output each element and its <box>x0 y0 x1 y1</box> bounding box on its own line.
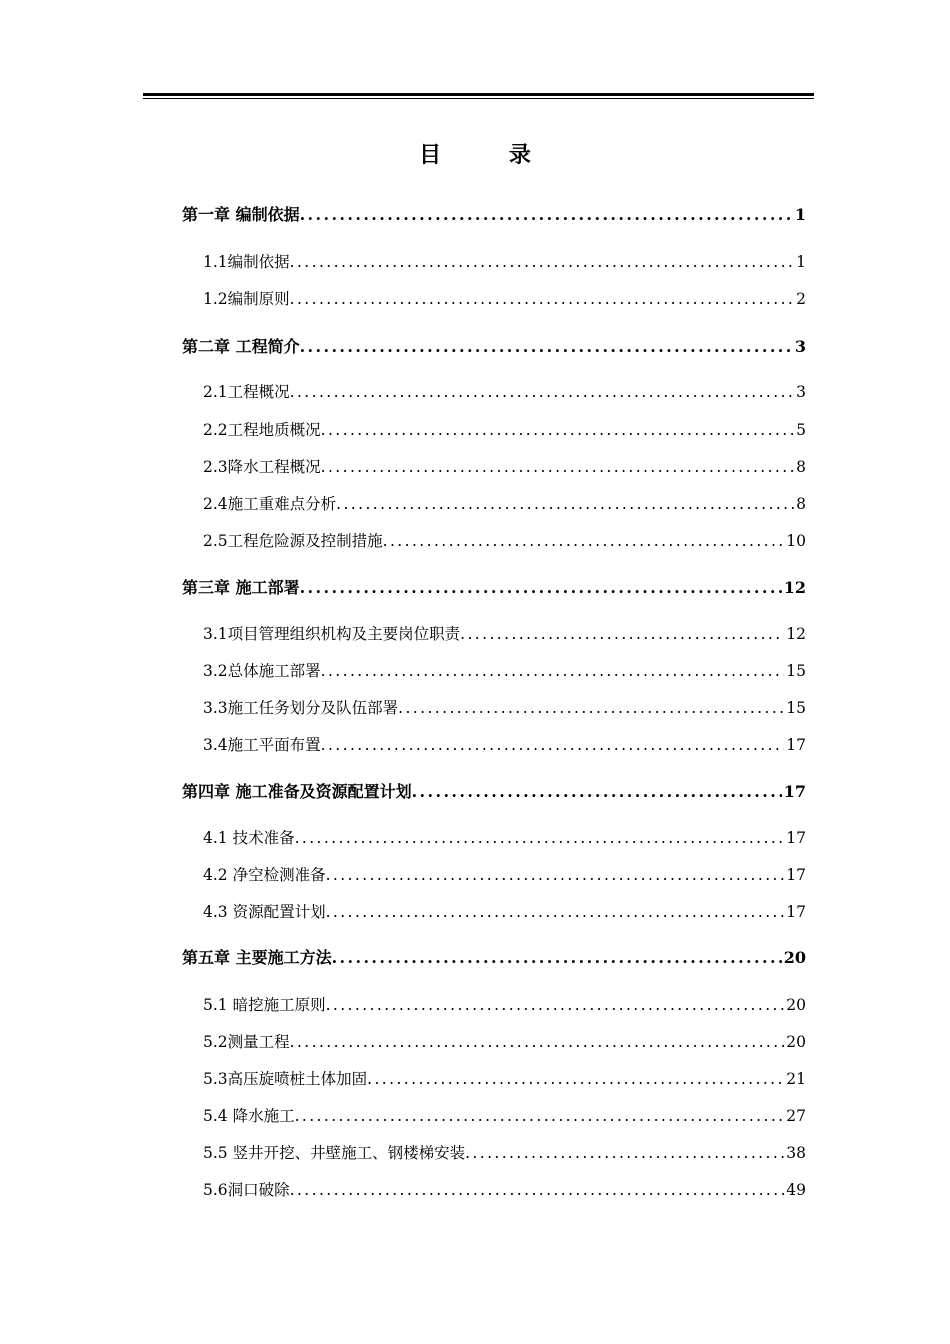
toc-entry-page: 38 <box>786 1144 806 1162</box>
dot-leader <box>460 622 784 646</box>
toc-entry-label: 5.3高压旋喷桩土体加固 <box>203 1070 368 1088</box>
toc-entry-label: 1.1编制依据 <box>203 253 290 271</box>
dot-leader <box>398 696 784 720</box>
toc-entry-label: 2.3降水工程概况 <box>203 458 321 476</box>
toc-entry-page: 17 <box>783 782 806 801</box>
toc-entry-page: 21 <box>786 1070 806 1088</box>
toc-entry-label: 2.1工程概况 <box>203 383 290 401</box>
toc-entry[interactable] <box>203 529 806 553</box>
toc-entry-page: 49 <box>786 1181 806 1199</box>
dot-leader <box>326 900 785 924</box>
toc-entry-page: 20 <box>786 996 806 1014</box>
dot-leader <box>321 733 785 757</box>
toc-entry-page: 20 <box>786 1033 806 1051</box>
toc-entry-page: 27 <box>786 1107 806 1125</box>
toc-entry[interactable] <box>203 622 806 646</box>
toc-entry-label: 5.5 竖井开挖、井壁施工、钢楼梯安装 <box>203 1144 466 1162</box>
toc-entry[interactable] <box>203 1067 806 1091</box>
toc-entry[interactable] <box>182 780 806 804</box>
toc-entry-page: 2 <box>796 290 806 308</box>
dot-leader <box>336 492 794 516</box>
toc-entry-label: 5.1 暗挖施工原则 <box>203 996 326 1014</box>
dot-leader <box>321 418 794 442</box>
toc-entry[interactable] <box>182 335 806 359</box>
toc-entry-page: 3 <box>796 383 806 401</box>
toc-entry-label: 第二章 工程简介 <box>182 337 300 356</box>
toc-entry-label: 2.2工程地质概况 <box>203 421 321 439</box>
dot-leader <box>367 1067 784 1091</box>
toc-entry-page: 15 <box>786 662 806 680</box>
toc-entry-label: 5.2测量工程 <box>203 1033 290 1051</box>
toc-entry-page: 10 <box>786 532 806 550</box>
toc-entry[interactable] <box>203 250 806 274</box>
toc-entry[interactable] <box>203 659 806 683</box>
toc-entry[interactable] <box>203 492 806 516</box>
toc-entry-page: 8 <box>796 458 806 476</box>
dot-leader <box>383 529 785 553</box>
toc-entry-page: 20 <box>783 948 806 967</box>
dot-leader <box>321 455 794 479</box>
dot-leader <box>300 576 782 600</box>
dot-leader <box>465 1141 784 1165</box>
toc-entry-label: 5.4 降水施工 <box>203 1107 295 1125</box>
toc-entry-label: 3.4施工平面布置 <box>203 736 321 754</box>
dot-leader <box>295 826 785 850</box>
toc-entry[interactable] <box>203 1178 806 1202</box>
toc-entry[interactable] <box>203 733 806 757</box>
toc-entry[interactable] <box>203 1104 806 1128</box>
dot-leader <box>321 659 785 683</box>
toc-entry-label: 5.6洞口破除 <box>203 1181 290 1199</box>
toc-entry[interactable] <box>203 418 806 442</box>
toc-entry-page: 1 <box>794 205 806 224</box>
toc-entry[interactable] <box>203 696 806 720</box>
toc-entry-page: 12 <box>786 625 806 643</box>
dot-leader <box>326 993 785 1017</box>
toc-entry-label: 2.4施工重难点分析 <box>203 495 337 513</box>
toc-entry[interactable] <box>203 863 806 887</box>
toc-entry-page: 5 <box>796 421 806 439</box>
dot-leader <box>290 1030 785 1054</box>
toc-entry[interactable] <box>203 1030 806 1054</box>
toc-entry-label: 2.5工程危险源及控制措施 <box>203 532 383 550</box>
dot-leader <box>300 203 793 227</box>
dot-leader <box>290 380 794 404</box>
toc-entry-page: 17 <box>786 903 806 921</box>
toc-entry[interactable] <box>203 287 806 311</box>
toc-entry-label: 4.1 技术准备 <box>203 829 295 847</box>
toc-entry-label: 第三章 施工部署 <box>182 578 300 597</box>
dot-leader <box>290 1178 785 1202</box>
dot-leader <box>290 287 794 311</box>
toc-entry[interactable] <box>182 203 806 227</box>
toc-entry-label: 3.2总体施工部署 <box>203 662 321 680</box>
toc-entry-label: 3.1项目管理组织机构及主要岗位职责 <box>203 625 461 643</box>
toc-entry-label: 第四章 施工准备及资源配置计划 <box>182 782 412 801</box>
dot-leader <box>332 946 782 970</box>
toc-entry-label: 第一章 编制依据 <box>182 205 300 224</box>
dot-leader <box>290 250 794 274</box>
toc-entry-label: 第五章 主要施工方法 <box>182 948 332 967</box>
toc-entry-page: 17 <box>786 736 806 754</box>
toc-entry-page: 1 <box>796 253 806 271</box>
toc-entry-page: 8 <box>796 495 806 513</box>
toc-entry-label: 3.3施工任务划分及队伍部署 <box>203 699 399 717</box>
toc-entry[interactable] <box>203 380 806 404</box>
toc-entry-page: 17 <box>786 829 806 847</box>
toc-entry-page: 12 <box>783 578 806 597</box>
toc-entry-label: 4.3 资源配置计划 <box>203 903 326 921</box>
toc-entry-label: 1.2编制原则 <box>203 290 290 308</box>
toc-entry[interactable] <box>203 826 806 850</box>
toc-entry-page: 3 <box>794 337 806 356</box>
toc-title: 目 录 <box>419 142 561 168</box>
toc-entry-page: 15 <box>786 699 806 717</box>
toc-entry[interactable] <box>203 1141 806 1165</box>
dot-leader <box>326 863 785 887</box>
dot-leader <box>412 780 782 804</box>
toc-entry[interactable] <box>203 455 806 479</box>
toc-entry[interactable] <box>203 900 806 924</box>
dot-leader <box>295 1104 785 1128</box>
toc-entry[interactable] <box>182 576 806 600</box>
toc-entry[interactable] <box>182 946 806 970</box>
dot-leader <box>300 335 793 359</box>
toc-entry-page: 17 <box>786 866 806 884</box>
toc-entry[interactable] <box>203 993 806 1017</box>
toc-entry-label: 4.2 净空检测准备 <box>203 866 326 884</box>
